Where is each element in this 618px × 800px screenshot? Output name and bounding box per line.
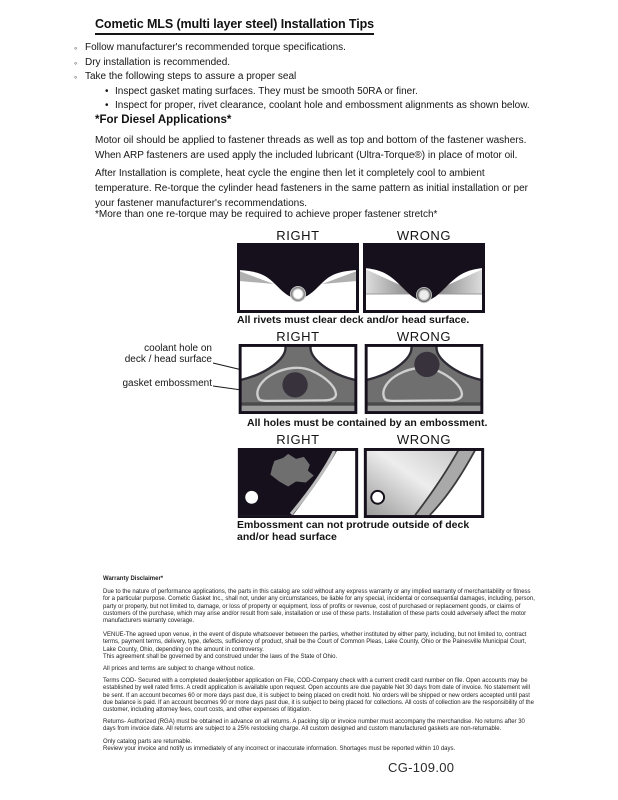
coolant-hole: [414, 352, 439, 377]
retorque-note: *More than one re-torque may be required to achieve proper fastener stretch*: [95, 209, 438, 220]
warranty-paragraph: Due to the nature of performance applications, the parts in this catalog are sold without any express warranty or any implied warranty of merchantability or fitness for a particular purpose. Cometic Gasket Inc., shall not, under any circumstances, be liable for any special, incidental or consequential damages, including, person, party or property, but not limited to, damage, or loss of property or equipment, loss of profits or revenue, cost of purchased or replacement goods, or claims of customers of the purchase, which may arise and/or result from sale, installation or use of these parts. Installation of these parts could adversely affect the motor manufacturers warranty coverage.: [103, 589, 535, 625]
warranty-heading: Warranty Disclaimer*: [103, 576, 164, 582]
row1-wrong-label: WRONG: [396, 228, 452, 243]
rivet-icon: [290, 286, 306, 302]
row2-caption: All holes must be contained by an embossment.: [247, 417, 488, 429]
embossment-annotation: gasket embossment: [122, 378, 212, 389]
warranty-disclaimer: [103, 576, 535, 758]
list-item: • Inspect for proper, rivet clearance, coolant hole and embossment alignments as shown below.: [105, 99, 544, 114]
warranty-paragraph: All prices and terms are subject to change without notice.: [103, 666, 255, 673]
warranty-paragraph: VENUE-The agreed upon venue, in the event of dispute whatsoever between the parties, whether instituted by either party, including, but not limited to, contract terms, payment terms, delivery, type, defects, sufficiency of product, shall be the Court of Common Pleas, Lake County, Ohio or the Painesville Municipal Court, Lake County, Ohio, depending on the amount in controversy.: [103, 632, 527, 653]
row3-caption: Embossment can not protrude outside of deck and/or head surface: [237, 519, 470, 543]
bolt-hole: [245, 491, 258, 504]
warranty-paragraph: Only catalog parts are returnable.: [103, 738, 193, 745]
diesel-paragraph-1: Motor oil should be applied to fastener threads as well as top and bottom of the fastener washers. When ARP fasteners are used apply the included lubricant (Ultra-Torque®) in place of motor oil.: [95, 135, 527, 161]
diagram-embossment-wrong-figure: [363, 448, 485, 518]
diagram-embossment-right-figure: [237, 448, 359, 518]
warranty-paragraph: Terms COD- Secured with a completed dealer/jobber application on File, COD-Company check with a current credit card number on file. Open accounts may be established by well rated firms. A credit application is available upon request. Open accounts are due payable Net 30 days from date of invoice. No statement will be sent. If an account becomes 60 or more days past due, it is subject to being placed on credit hold. No orders will be shipped or new orders accepted until past due balance is paid. If an account becomes 90 or more days past due, it is subject to being placed for collections. All costs of collection are the responsibility of the customer, including attorney fees, court costs, and other expenses of litigation.: [103, 678, 534, 714]
page-title: Cometic MLS (multi layer steel) Installation Tips: [95, 17, 374, 35]
warranty-paragraph: This agreement shall be governed by and construed under the laws of the State of Ohio.: [103, 653, 338, 660]
rivet-icon: [416, 287, 432, 303]
row3-right-label: RIGHT: [276, 432, 320, 447]
diesel-applications-heading: *For Diesel Applications*: [95, 114, 232, 126]
row2-right-label: RIGHT: [276, 329, 320, 344]
list-item: ◦ Take the following steps to assure a proper seal: [74, 70, 544, 85]
row1-caption: All rivets must clear deck and/or head surface.: [237, 314, 470, 326]
diagram-rivet-right-figure: [237, 243, 359, 313]
diagram-rivet-wrong-figure: [363, 243, 485, 313]
coolant-hole-annotation: coolant hole on deck / head surface: [124, 343, 212, 365]
warranty-paragraph: Returns- Authorized (RGA) must be obtained in advance on all returns. A packing slip or invoice number must accompany the merchandise. No returns after 30 days from invoice date. All returns are subject to a 25% restocking charge. All custom designed and custom manufactured gaskets are non-returnable.: [103, 719, 525, 733]
bolt-hole: [371, 491, 384, 504]
row3-wrong-label: WRONG: [396, 432, 452, 447]
row1-right-label: RIGHT: [276, 228, 320, 243]
row2-wrong-label: WRONG: [396, 329, 452, 344]
coolant-hole: [282, 372, 307, 397]
catalog-page-code: CG-109.00: [388, 760, 455, 775]
warranty-paragraph: Review your invoice and notify us immediately of any incorrect or inaccurate information. Shortages must be reported within 10 days.: [103, 745, 456, 752]
diagram-coolant-right-figure: [237, 344, 359, 414]
diagram-coolant-wrong-figure: [363, 344, 485, 414]
list-item: ◦ Follow manufacturer's recommended torque specifications.: [74, 41, 544, 56]
installation-tips-list: [74, 41, 544, 114]
diesel-paragraph-2: After Installation is complete, heat cycle the engine then let it completely cool to ambient temperature. Re-torque the cylinder head fasteners in the same pattern as initial installation or per your fastener manufacturer's recommendations.: [95, 168, 529, 209]
list-item: • Inspect gasket mating surfaces. They must be smooth 50RA or finer.: [105, 85, 544, 100]
list-item: ◦ Dry installation is recommended.: [74, 56, 544, 71]
